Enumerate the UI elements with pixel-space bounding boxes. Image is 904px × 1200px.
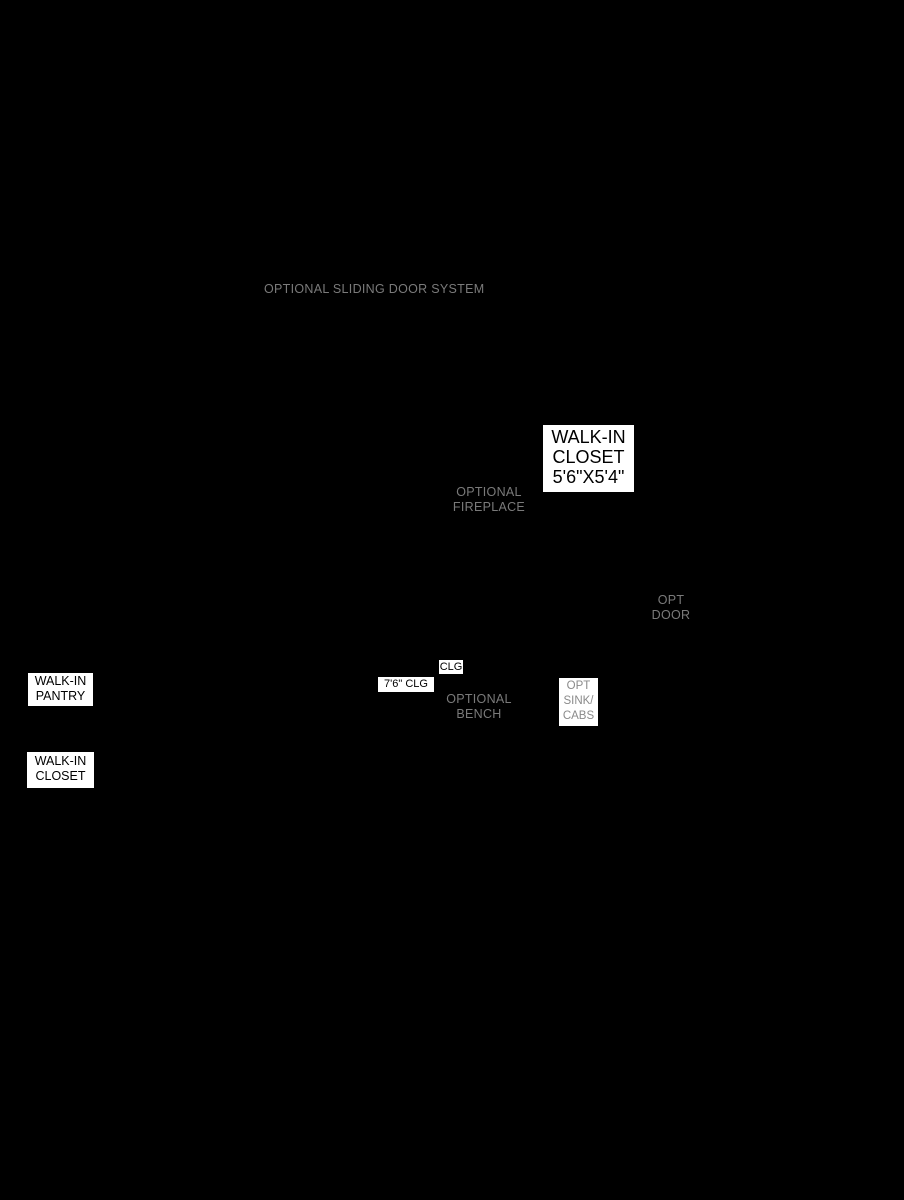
sliding-door-label: OPTIONAL SLIDING DOOR SYSTEM [264,282,485,296]
fireplace-label: OPTIONAL FIREPLACE [452,485,526,514]
walk-in-closet-small-label: WALK-IN CLOSET [27,752,94,788]
opt-door-swing [651,633,692,660]
sink-cabinet-outline [541,729,597,765]
ceiling-height-label: 7'6" CLG [378,677,434,692]
walk-in-pantry-label: WALK-IN PANTRY [28,673,93,706]
fireplace-outline [502,349,534,474]
opt-sink-cabs-label: OPT SINK/ CABS [559,678,598,726]
walk-in-closet-label: WALK-IN CLOSET 5'6"X5'4" [543,425,634,492]
optional-bench-label: OPTIONAL BENCH [446,692,512,721]
opt-door-label: OPT DOOR [651,593,691,622]
clg-label: CLG [439,661,463,673]
sink-basin [558,731,583,762]
